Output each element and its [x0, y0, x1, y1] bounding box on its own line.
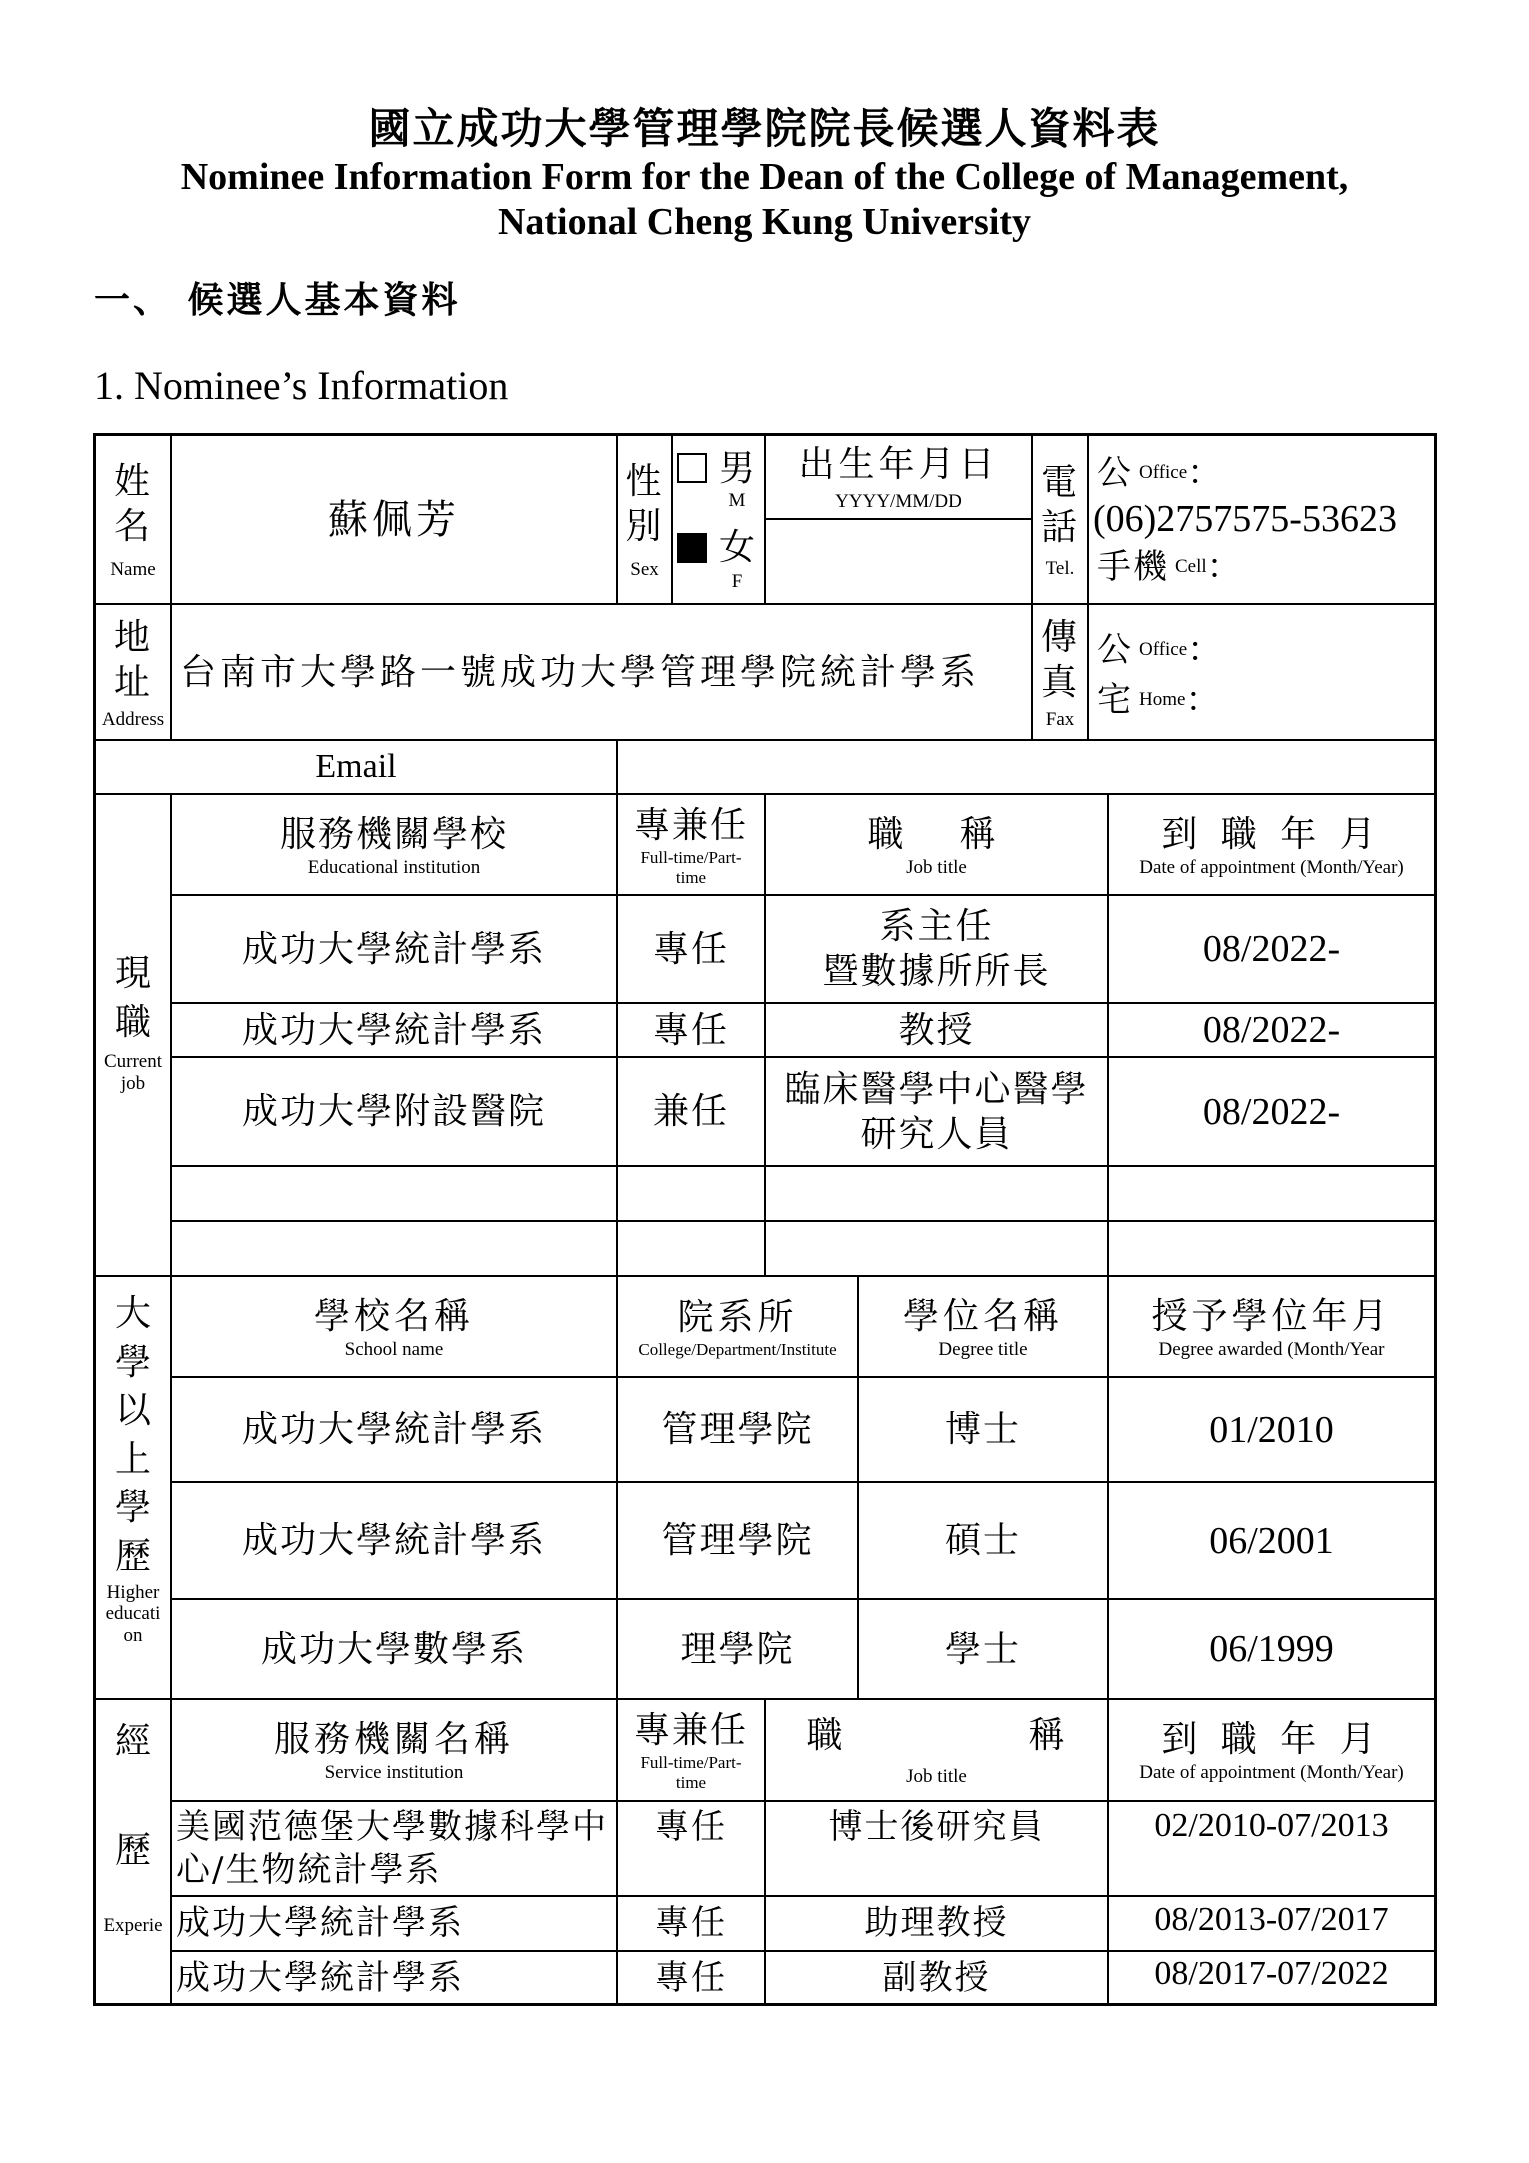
male-label-en: M [728, 490, 746, 512]
experience-header-title: 職 稱 Job title [806, 1715, 1067, 1788]
experience-row-title: 副教授 [882, 1957, 991, 1998]
education-row-college: 管理學院 [661, 1520, 814, 1561]
education-row-school: 成功大學統計學系 [241, 1409, 546, 1450]
experience-row-type: 專任 [655, 1957, 727, 1998]
experience-label: 經 歷 Experie [103, 1721, 163, 1937]
current-job-header-date: 到 職 年 月 Date of appointment (Month/Year) [1139, 813, 1404, 878]
experience-row-date: 08/2017-07/2022 [1154, 1955, 1389, 1992]
current-job-row-date: 08/2022- [1202, 1009, 1341, 1051]
female-checkbox[interactable] [673, 528, 711, 568]
form-title-en-line2: National Cheng Kung University [497, 201, 1032, 243]
tel-label: 電 話 Tel. [1040, 462, 1079, 580]
section-heading-zh: 一、 候選人基本資料 [94, 279, 461, 321]
office-tel-label: 公 Office ： [1097, 452, 1224, 493]
education-row-college: 管理學院 [661, 1409, 814, 1450]
female-label-zh: 女 [718, 526, 757, 568]
current-job-row-title: 臨床醫學中心醫學 研究人員 [784, 1068, 1089, 1155]
education-row-school: 成功大學統計學系 [241, 1520, 546, 1561]
experience-row-institution: 成功大學統計學系 [176, 1903, 464, 1944]
education-row-degree: 博士 [944, 1409, 1021, 1450]
education-header-degree: 學位名稱 Degree title [902, 1295, 1063, 1360]
education-header-school: 學校名稱 School name [313, 1295, 474, 1360]
current-job-label: 現 職 Current job [103, 953, 163, 1095]
experience-header-institution: 服務機關名稱 Service institution [273, 1719, 514, 1784]
current-job-row-title: 系主任 暨數據所所長 [822, 906, 1051, 992]
education-row-date: 01/2010 [1209, 1408, 1334, 1451]
current-job-header-type: 專兼任 Full-time/Part-time [633, 804, 748, 887]
education-row-school: 成功大學數學系 [260, 1628, 527, 1670]
education-row-date: 06/1999 [1209, 1628, 1334, 1670]
education-label: 大 學 以 上 學 歷 Higher education [105, 1293, 161, 1647]
sex-label: 性 別 Sex [625, 461, 664, 581]
form-title-zh: 國立成功大學管理學院院長候選人資料表 [368, 104, 1161, 153]
education-row-degree: 學士 [944, 1628, 1021, 1670]
experience-header-type: 專兼任 Full-time/Part-time [633, 1710, 748, 1792]
experience-row-institution: 成功大學統計學系 [176, 1957, 464, 1998]
experience-row-title: 助理教授 [864, 1903, 1009, 1944]
current-job-row-institution: 成功大學統計學系 [241, 1009, 546, 1051]
form-title-en-line1: Nominee Information Form for the Dean of the College of Management, [180, 156, 1349, 198]
birth-label-zh: 出生年月日 [798, 443, 999, 485]
education-header-awarded: 授予學位年月 Degree awarded (Month/Year [1151, 1295, 1392, 1360]
name-label: 姓 名 Name [110, 461, 156, 581]
experience-row-date: 02/2010-07/2013 [1154, 1807, 1389, 1844]
fax-home-label: 宅 Home ： [1097, 679, 1222, 720]
experience-row-type: 專任 [655, 1806, 727, 1847]
current-job-row-institution: 成功大學統計學系 [241, 928, 546, 970]
current-job-header-institution: 服務機關學校 Educational institution [279, 813, 508, 878]
birth-label-en: YYYY/MM/DD [835, 491, 962, 513]
fax-label: 傳 真 Fax [1040, 616, 1079, 730]
address-label: 地 址 Address [101, 616, 165, 730]
section-heading-en: 1. Nominee’s Information [94, 363, 509, 408]
experience-row-type: 專任 [655, 1903, 727, 1944]
current-job-row-title: 教授 [898, 1009, 975, 1051]
office-tel-value: (06)2757575-53623 [1093, 498, 1397, 540]
experience-row-title: 博士後研究員 [828, 1806, 1045, 1847]
education-row-degree: 碩士 [944, 1520, 1021, 1561]
current-job-row-date: 08/2022- [1202, 928, 1341, 970]
male-label-zh: 男 [718, 447, 757, 489]
cell-label: 手機 Cell ： [1097, 546, 1243, 587]
name-value: 蘇佩芳 [328, 496, 460, 543]
fax-office-label: 公 Office ： [1097, 629, 1224, 670]
current-job-row-date: 08/2022- [1202, 1090, 1341, 1133]
education-row-date: 06/2001 [1209, 1519, 1334, 1562]
current-job-header-title: 職 稱 Job title [867, 813, 1006, 878]
experience-row-date: 08/2013-07/2017 [1154, 1901, 1389, 1938]
birth-date-value[interactable] [766, 520, 1031, 603]
education-row-college: 理學院 [680, 1628, 795, 1670]
experience-header-date: 到 職 年 月 Date of appointment (Month/Year) [1139, 1719, 1404, 1784]
address-value: 台南市大學路一號成功大學管理學院統計學系 [180, 652, 981, 693]
email-label: Email [315, 748, 397, 785]
experience-row-institution: 美國范德堡大學數據科學中 心/生物統計學系 [176, 1807, 608, 1890]
current-job-row-type: 專任 [652, 1009, 729, 1051]
male-checkbox[interactable] [673, 448, 711, 488]
current-job-row-institution: 成功大學附設醫院 [241, 1091, 546, 1132]
email-value[interactable] [618, 741, 1434, 793]
female-label-en: F [731, 571, 743, 593]
current-job-row-type: 專任 [652, 928, 729, 970]
current-job-row-type: 兼任 [652, 1091, 729, 1132]
education-header-college: 院系所 College/Department/Institute [638, 1296, 837, 1359]
